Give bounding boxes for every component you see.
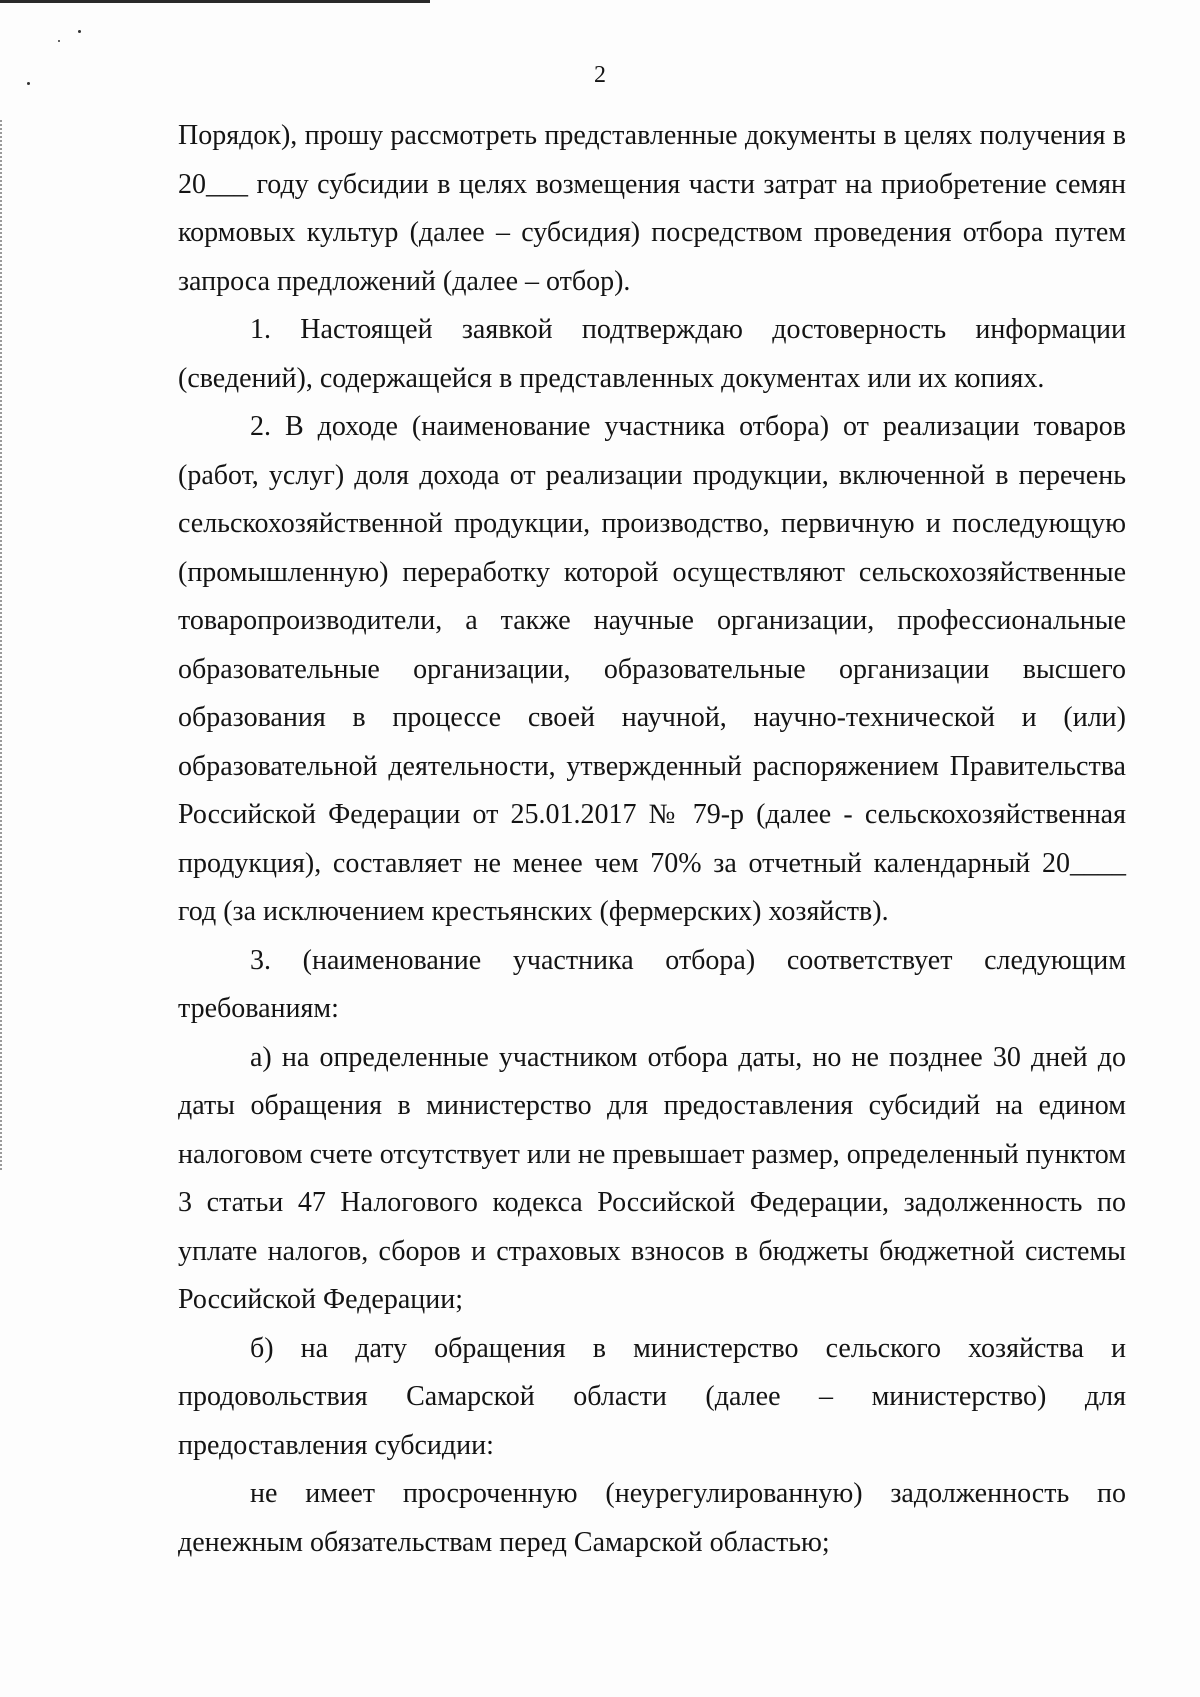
- paragraph-item-2: 2. В доходе (наименование участника отбора) от реализации товаров (работ, услуг) доля дохода от реализации продукции, включенной в перечень сельскохозяйственной продукции, производство, первичную и последующую (промышленную) переработку которой осуществляют сельскохозяйственные товаропроизводители, а также научные организации, профессиональные образовательные организации, образовательные организации высшего образования в процессе своей научной, научно-технической и (или) образовательной деятельности, утвержденный распоряжением Правительства Российской Федерации от 25.01.2017 № 79-р (далее - сельскохозяйственная продукция), составляет не менее чем 70% за отчетный календарный 20____ год (за исключением крестьянских (фермерских) хозяйств).: [178, 411, 1126, 927]
- paragraph-intro-continued: Порядок), прошу рассмотреть представленные документы в целях получения в 20___ году субсидии в целях возмещения части затрат на приобретение семян кормовых культур (далее – субсидия) посредством проведения отбора путем запроса предложений (далее – отбор).: [178, 120, 1126, 297]
- paragraph-item-1: 1. Настоящей заявкой подтверждаю достоверность информации (сведений), содержащейся в представленных документах или их копиях.: [178, 314, 1126, 394]
- page-number: 2: [594, 62, 606, 88]
- scan-top-border: [0, 0, 430, 3]
- scan-speck: [78, 30, 81, 33]
- paragraph-item-3: 3. (наименование участника отбора) соответствует следующим требованиям:: [178, 944, 1126, 1024]
- document-body: [178, 112, 1126, 1567]
- paragraph-item-3a: а) на определенные участником отбора даты, но не позднее 30 дней до даты обращения в министерство для предоставления субсидий на едином налоговом счете отсутствует или не превышает размер, определенный пунктом 3 статьи 47 Налогового кодекса Российской Федерации, задолженность по уплате налогов, сборов и страховых взносов в бюджеты бюджетной системы Российской Федерации;: [178, 1041, 1126, 1315]
- scan-speck: [58, 40, 60, 42]
- paragraph-item-3b: б) на дату обращения в министерство сельского хозяйства и продовольствия Самарской области (далее – министерство) для предоставления субсидии:: [178, 1332, 1126, 1461]
- paragraph-item-3b-debt: не имеет просроченную (неурегулированную) задолженность по денежным обязательствам перед Самарской областью;: [178, 1478, 1126, 1558]
- scan-left-edge: [0, 120, 4, 1170]
